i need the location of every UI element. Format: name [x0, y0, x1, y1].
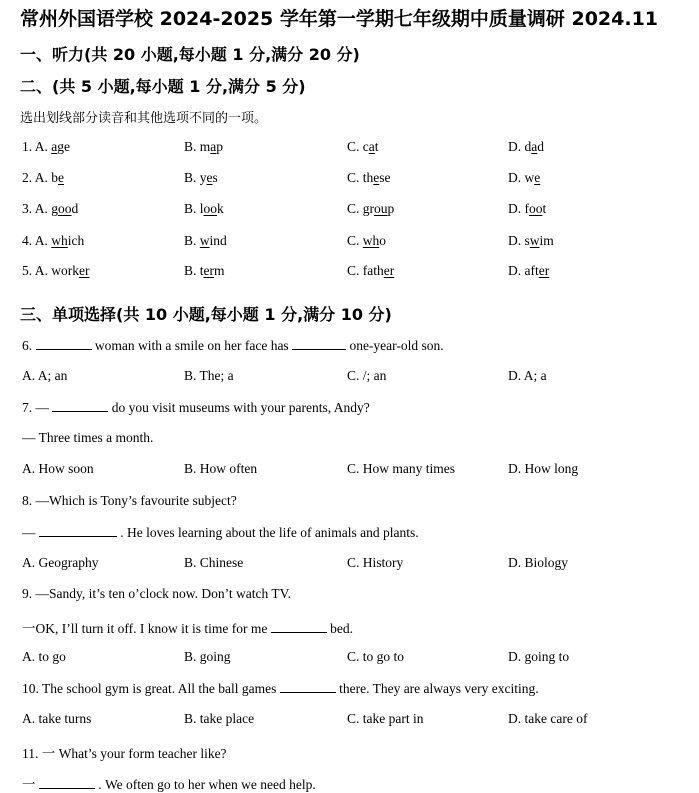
question-number: 2.: [22, 170, 33, 185]
option-d: D. A; a: [508, 368, 547, 383]
option-label: B.: [184, 139, 197, 154]
option-b: B. going: [184, 649, 231, 664]
word-part: d: [524, 139, 532, 154]
option-d: D. How long: [508, 461, 579, 476]
answer-blank: [36, 337, 92, 350]
answer-blank: [39, 776, 95, 789]
option-label: D.: [508, 233, 522, 248]
question-7: [22, 399, 370, 416]
question-text: woman with a smile on her face has: [94, 338, 289, 353]
option-a: A. take turns: [22, 711, 92, 726]
phonetics-option: [184, 233, 227, 249]
underlined-letters: e: [534, 170, 541, 185]
option-c: C. History: [347, 555, 404, 570]
option-label: B.: [184, 233, 197, 248]
word-part: p: [387, 201, 395, 216]
question-text: bed.: [330, 621, 353, 636]
question-number: 5.: [22, 263, 35, 278]
phonetics-option: [184, 263, 225, 279]
question-text: 6.: [22, 338, 33, 353]
word-part: se: [379, 170, 391, 185]
word-part: m: [199, 139, 211, 154]
underlined-letters: wh: [362, 233, 380, 248]
underlined-letters: a: [210, 139, 217, 154]
underlined-letters: oo: [58, 201, 72, 216]
option-label: A.: [34, 139, 48, 154]
question-text: 一OK, I’ll turn it off. I know it is time for me: [22, 621, 268, 636]
question-text: there. They are always very exciting.: [339, 681, 539, 696]
option-c: C. /; an: [347, 368, 387, 383]
underlined-letters: a: [51, 139, 58, 154]
phonetics-option: [22, 201, 78, 217]
option-b: B. How often: [184, 461, 258, 476]
option-label: A.: [34, 263, 48, 278]
underlined-letters: a: [531, 139, 538, 154]
word-part: b: [51, 170, 59, 185]
underlined-letters: er: [79, 263, 90, 278]
question-text: . We often go to her when we need help.: [98, 777, 316, 792]
question-11: 11. 一 What’s your form teacher like?: [22, 746, 227, 761]
phonetics-option: [508, 139, 544, 155]
word-part: aft: [524, 263, 539, 278]
question-7-reply: — Three times a month.: [22, 430, 154, 445]
phonetics-option: [508, 263, 549, 279]
word-part: p: [216, 139, 224, 154]
question-text: —: [22, 525, 36, 540]
phonetics-option: [508, 170, 540, 186]
phonetics-option: [22, 139, 70, 155]
word-part: th: [362, 170, 374, 185]
option-b: B. take place: [184, 711, 255, 726]
underlined-letters: oo: [529, 201, 543, 216]
word-part: s: [524, 233, 530, 248]
question-number: 4.: [22, 233, 33, 248]
option-a: A. Geography: [22, 555, 99, 570]
word-part: k: [217, 201, 224, 216]
option-label: D.: [508, 201, 522, 216]
underlined-letters: er: [203, 263, 215, 278]
option-label: A.: [34, 201, 48, 216]
option-label: A.: [34, 170, 48, 185]
question-text: one-year-old son.: [349, 338, 444, 353]
word-part: t: [542, 201, 547, 216]
underlined-letters: a: [368, 139, 375, 154]
option-b: B. The; a: [184, 368, 234, 383]
word-part: d: [537, 139, 544, 154]
option-label: A.: [34, 233, 48, 248]
word-part: w: [524, 170, 535, 185]
question-10: [22, 680, 539, 697]
word-part: t: [374, 139, 379, 154]
option-label: B.: [184, 201, 197, 216]
answer-blank: [280, 680, 336, 693]
question-8-reply: [22, 524, 419, 541]
option-a: A. to go: [22, 649, 66, 664]
word-part: gr: [362, 201, 375, 216]
underlined-letters: e: [373, 170, 380, 185]
word-part: y: [199, 170, 207, 185]
word-part: im: [539, 233, 554, 248]
underlined-letters: w: [529, 233, 540, 248]
option-c: C. to go to: [347, 649, 405, 664]
phonetics-option: [22, 233, 84, 249]
word-part: c: [362, 139, 369, 154]
question-number: 1.: [22, 139, 33, 154]
answer-blank: [39, 524, 117, 537]
question-9: 9. —Sandy, it’s ten o’clock now. Don’t watch TV.: [22, 586, 291, 601]
question-text: do you visit museums with your parents, Andy?: [111, 400, 370, 415]
phonetics-option: [347, 263, 394, 279]
word-part: l: [199, 201, 204, 216]
underlined-letters: wh: [51, 233, 68, 248]
phonetics-option: [184, 201, 224, 217]
phonetics-option: [347, 201, 394, 217]
section1-heading: 一、听力(共 20 小题,每小题 1 分,满分 20 分): [20, 45, 360, 64]
option-label: B.: [184, 170, 197, 185]
option-a: A. A; an: [22, 368, 68, 383]
underlined-letters: oo: [203, 201, 218, 216]
answer-blank: [52, 399, 108, 412]
option-label: D.: [508, 139, 522, 154]
underlined-letters: er: [538, 263, 550, 278]
question-text: 7. —: [22, 400, 49, 415]
phonetics-option: [22, 263, 90, 279]
phonetics-option: [22, 170, 64, 186]
question-text: 一: [22, 777, 36, 792]
underlined-letters: er: [383, 263, 395, 278]
phonetics-option: [508, 233, 554, 249]
section2-instruction: 选出划线部分读音和其他选项不同的一项。: [20, 111, 268, 126]
question-11-reply: [22, 773, 316, 793]
option-label: B.: [184, 263, 197, 278]
option-label: D.: [508, 170, 522, 185]
option-label: D.: [508, 263, 522, 278]
underlined-letters: ou: [374, 201, 388, 216]
option-label: C.: [347, 201, 360, 216]
answer-blank: [292, 337, 346, 350]
option-label: C.: [347, 233, 360, 248]
section2-heading: 二、(共 5 小题,每小题 1 分,满分 5 分): [20, 77, 306, 96]
word-part: work: [51, 263, 80, 278]
question-text: . He loves learning about the life of animals and plants.: [120, 525, 419, 540]
word-part: g: [51, 201, 59, 216]
option-a: A. How soon: [22, 461, 94, 476]
phonetics-option: [508, 201, 546, 217]
question-8: 8. —Which is Tony’s favourite subject?: [22, 493, 237, 508]
word-part: fath: [362, 263, 384, 278]
underlined-letters: w: [199, 233, 210, 248]
phonetics-option: [184, 139, 223, 155]
underlined-letters: e: [58, 170, 65, 185]
phonetics-option: [347, 139, 379, 155]
word-part: s: [212, 170, 218, 185]
word-part: o: [379, 233, 387, 248]
option-label: C.: [347, 170, 360, 185]
option-c: C. take part in: [347, 711, 424, 726]
word-part: m: [214, 263, 225, 278]
word-part: ge: [57, 139, 71, 154]
option-d: D. take care of: [508, 711, 588, 726]
question-text: 10. The school gym is great. All the ball games: [22, 681, 277, 696]
question-9-reply: [22, 617, 353, 637]
word-part: ind: [209, 233, 227, 248]
word-part: d: [71, 201, 79, 216]
option-c: C. How many times: [347, 461, 455, 476]
option-label: C.: [347, 263, 360, 278]
option-b: B. Chinese: [184, 555, 244, 570]
question-number: 3.: [22, 201, 33, 216]
underlined-letters: e: [206, 170, 213, 185]
page-title: 常州外国语学校 2024-2025 学年第一学期七年级期中质量调研 2024.11: [20, 8, 659, 30]
word-part: ich: [67, 233, 85, 248]
phonetics-option: [347, 170, 391, 186]
word-part: f: [524, 201, 529, 216]
question-6: [22, 337, 444, 354]
option-d: D. going to: [508, 649, 570, 664]
word-part: t: [199, 263, 204, 278]
option-d: D. Biology: [508, 555, 569, 570]
section3-heading: 三、单项选择(共 10 小题,每小题 1 分,满分 10 分): [20, 305, 392, 324]
phonetics-option: [347, 233, 386, 249]
option-label: C.: [347, 139, 360, 154]
phonetics-option: [184, 170, 218, 186]
answer-blank: [271, 620, 327, 633]
